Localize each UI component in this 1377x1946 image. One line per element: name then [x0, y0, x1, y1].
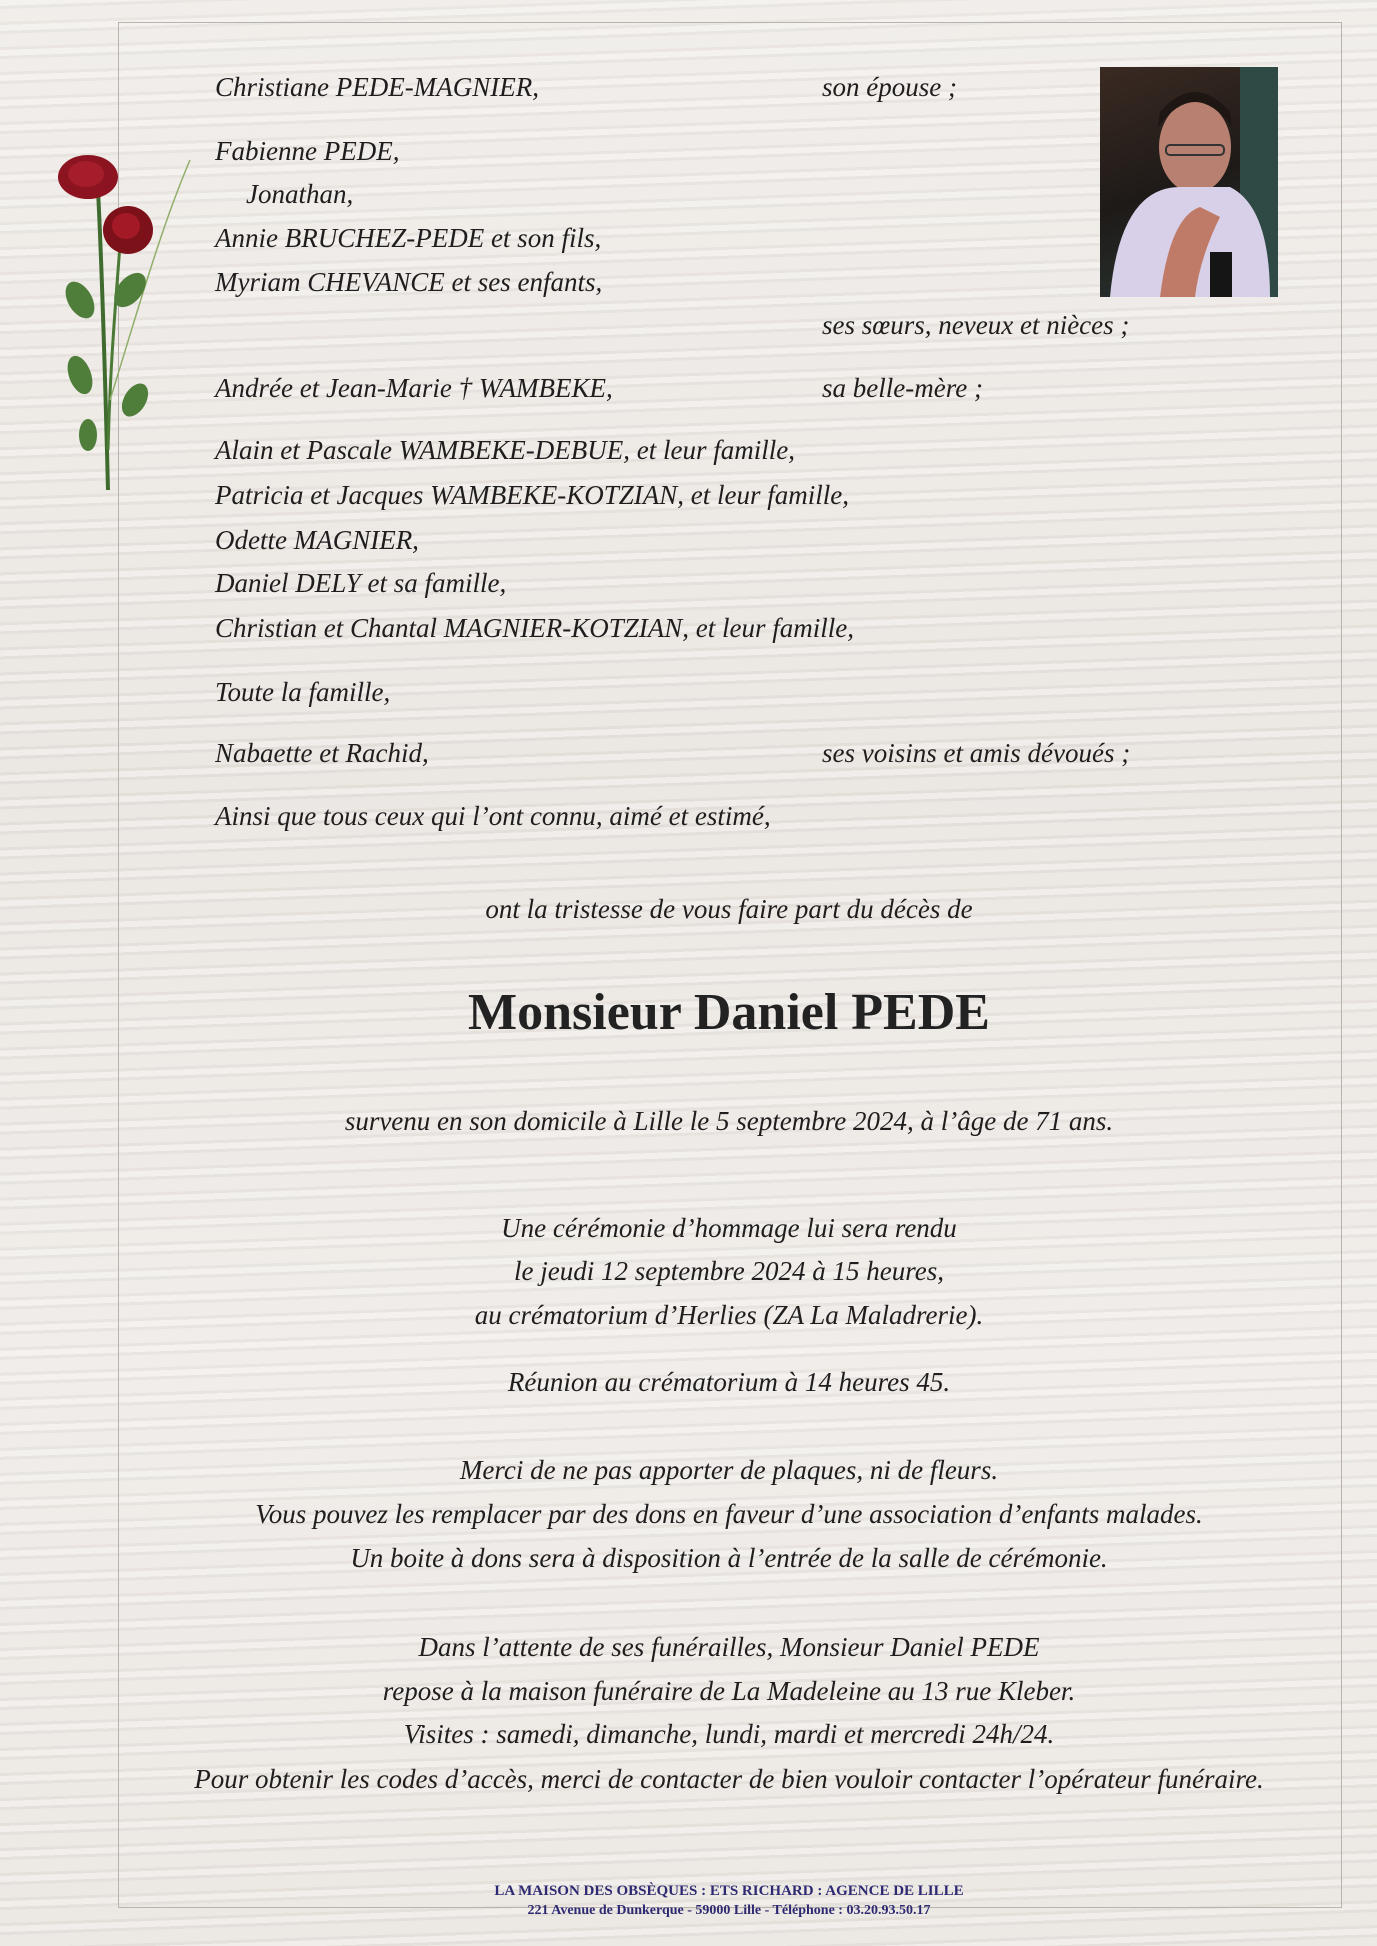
page-border	[118, 22, 1342, 1908]
meeting-info: Réunion au crématorium à 14 heures 45.	[507, 1367, 951, 1397]
red-rose-illustration	[50, 150, 200, 495]
funeral-home-name: LA MAISON DES OBSÈQUES : ETS RICHARD : AGENCE DE LILLE	[494, 1883, 964, 1899]
death-info: survenu en son domicile à Lille le 5 septembre 2024, à l’âge de 71 ans.	[344, 1106, 1114, 1136]
family-member: Patricia et Jacques WAMBEKE-KOTZIAN, et leur famille,	[215, 480, 849, 510]
family-member: Andrée et Jean-Marie † WAMBEKE,	[215, 373, 613, 403]
family-member: Myriam CHEVANCE et ses enfants,	[215, 267, 603, 297]
family-member: Christiane PEDE-MAGNIER,	[215, 72, 539, 102]
family-member: Fabienne PEDE,	[215, 136, 400, 166]
ceremony-line: le jeudi 12 septembre 2024 à 15 heures,	[514, 1256, 944, 1286]
family-member: Ainsi que tous ceux qui l’ont connu, aimé et estimé,	[215, 801, 771, 831]
relation: son épouse ;	[822, 72, 957, 102]
portrait-photo	[1100, 67, 1278, 297]
family-member: Jonathan,	[246, 179, 354, 209]
donation-line: Un boite à dons sera à disposition à l’entrée de la salle de cérémonie.	[350, 1543, 1108, 1573]
relation: ses sœurs, neveux et nièces ;	[822, 310, 1130, 340]
announcement-text: ont la tristesse de vous faire part du décès de	[485, 894, 973, 924]
family-member: Daniel DELY et sa famille,	[215, 568, 507, 598]
family-member: Odette MAGNIER,	[215, 525, 419, 555]
family-member: Nabaette et Rachid,	[215, 738, 429, 768]
family-member: Annie BRUCHEZ-PEDE et son fils,	[215, 223, 602, 253]
donation-line: Merci de ne pas apporter de plaques, ni de fleurs.	[459, 1455, 999, 1485]
deceased-name: Monsieur Daniel PEDE	[468, 984, 990, 1041]
ceremony-line: au crématorium d’Herlies (ZA La Maladrerie).	[474, 1300, 984, 1330]
ceremony-line: Une cérémonie d’hommage lui sera rendu	[501, 1213, 957, 1243]
visit-line: Visites : samedi, dimanche, lundi, mardi et mercredi 24h/24.	[403, 1719, 1055, 1749]
visit-line: repose à la maison funéraire de La Madeleine au 13 rue Kleber.	[382, 1676, 1076, 1706]
family-member: Alain et Pascale WAMBEKE-DEBUE, et leur famille,	[215, 435, 795, 465]
relation: sa belle-mère ;	[822, 373, 983, 403]
visit-line: Pour obtenir les codes d’accès, merci de contacter de bien vouloir contacter l’opérateur funéraire.	[194, 1764, 1264, 1794]
funeral-home-address: 221 Avenue de Dunkerque - 59000 Lille - Téléphone : 03.20.93.50.17	[527, 1903, 931, 1918]
visit-line: Dans l’attente de ses funérailles, Monsieur Daniel PEDE	[418, 1632, 1040, 1662]
family-member: Christian et Chantal MAGNIER-KOTZIAN, et leur famille,	[215, 613, 854, 643]
family-member: Toute la famille,	[215, 677, 391, 707]
donation-line: Vous pouvez les remplacer par des dons en faveur d’une association d’enfants malades.	[255, 1499, 1203, 1529]
relation: ses voisins et amis dévoués ;	[822, 738, 1131, 768]
